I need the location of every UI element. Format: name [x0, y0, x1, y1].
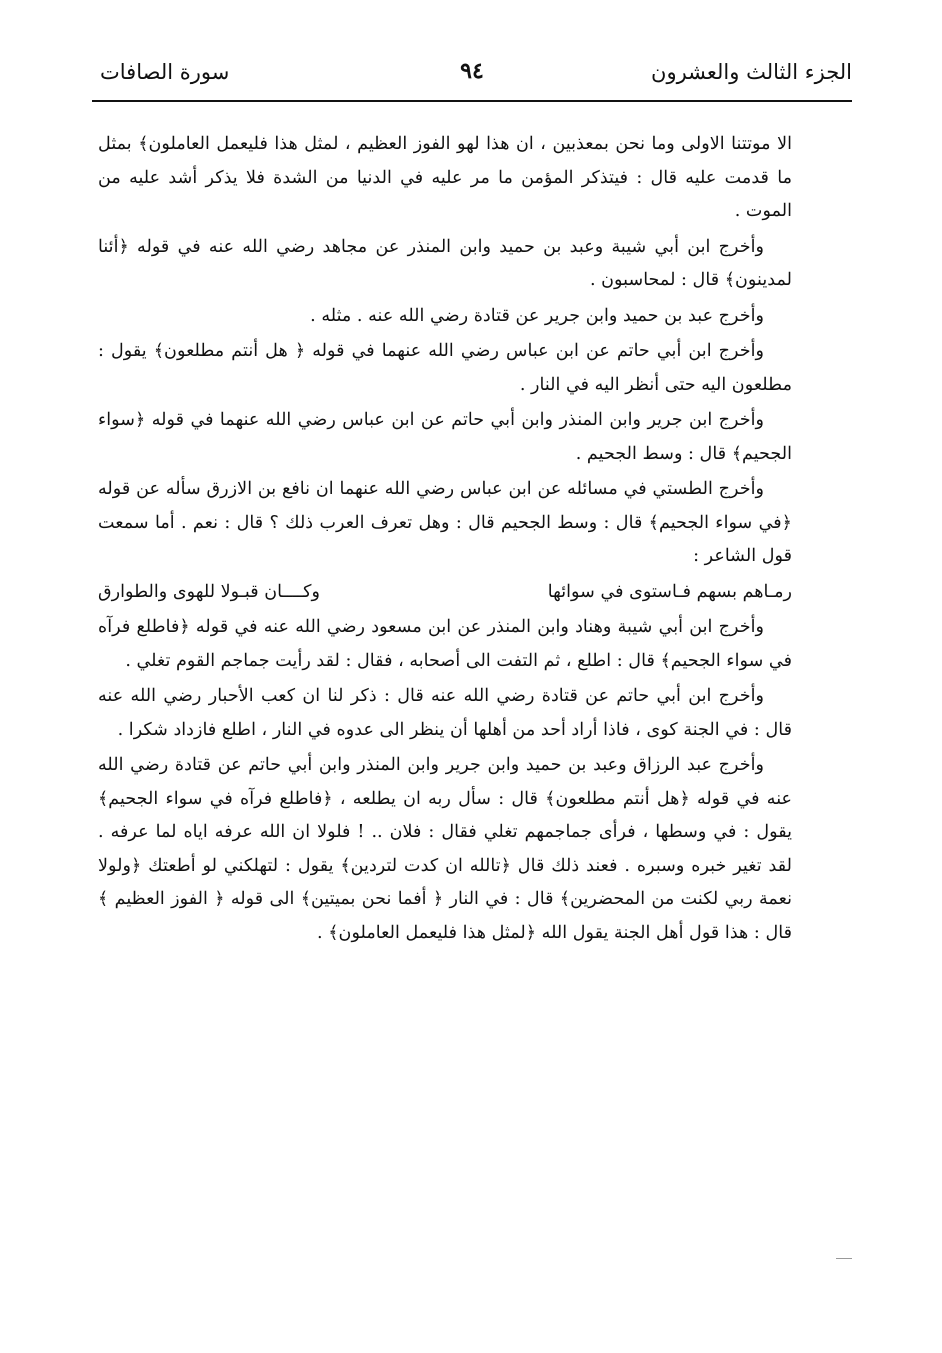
paragraph: وأخرج الطستي في مسائله عن ابن عباس رضي الله عنهما ان نافع بن الازرق سأله عن قوله ﴿في سواء الجحيم﴾ قال : وسط الجحيم قال : وهل تعرف العرب ذلك ؟ قال : نعم . أما سمعت قول الشاعر : [98, 479, 792, 566]
part-title: الجزء الثالث والعشرون [651, 60, 852, 84]
paragraph: وأخرج ابن أبي حاتم عن ابن عباس رضي الله عنهما في قوله ﴿ هل أنتم مطلعون﴾ يقول : مطلعون اليه حتى أنظر اليه في النار . [98, 341, 792, 395]
paragraph: وأخرج عبد بن حميد وابن جرير عن قتادة رضي الله عنه . مثله . [310, 305, 764, 326]
page-body [98, 128, 792, 952]
header-divider [92, 100, 852, 102]
paragraph: وأخرج ابن أبي حاتم عن قتادة رضي الله عنه قال : ذكر لنا ان كعب الأحبار رضي الله عنه قال : في الجنة كوى ، فاذا أراد أحد من أهلها أن ينظر الى عدوه في النار ، اطلع فازداد شكرا . [98, 686, 792, 740]
surah-title: سورة الصافات [100, 60, 230, 84]
paragraph-continuation: الا موتتنا الاولى وما نحن بمعذبين ، ان هذا لهو الفوز العظيم ، لمثل هذا فليعمل العاملون﴾ بمثل ما قدمت عليه قال : فيتذكر المؤمن ما مر عليه في الدنيا من الشدة فلا يذكر أشد عليه من الموت . [98, 134, 792, 221]
verse-first-hemistich: رمـاهم بسهم فـاستوى في سوائها [547, 581, 792, 602]
poetry-verse [98, 576, 792, 610]
paragraph: وأخرج ابن جرير وابن المنذر وابن أبي حاتم عن ابن عباس رضي الله عنهما في قوله ﴿سواء الجحيم﴾ قال : وسط الجحيم . [98, 410, 792, 464]
scan-mark [836, 1258, 852, 1259]
page-header [92, 52, 852, 98]
verse-second-hemistich: وكــــان قبـولا للهوى والطوارق [98, 581, 321, 602]
paragraph: وأخرج ابن أبي شيبة وهناد وابن المنذر عن ابن مسعود رضي الله عنه في قوله ﴿فاطلع فرآه في سواء الجحيم﴾ قال : اطلع ، ثم التفت الى أصحابه ، فقال : لقد رأيت جماجم القوم تغلي . [98, 617, 792, 671]
paragraph: وأخرج عبد الرزاق وعبد بن حميد وابن جرير وابن المنذر وابن أبي حاتم عن قتادة رضي الله عنه في قوله ﴿هل أنتم مطلعون﴾ قال : سأل ربه ان يطلعه ، ﴿فاطلع فرآه في سواء الجحيم﴾ يقول : في وسطها ، فرأى جماجمهم تغلي فقال : فلان .. ! فلولا ان الله عرفه اياه لما عرفه . لقد تغير خبره وسبره . فعند ذلك قال ﴿تالله ان كدت لتردين﴾ يقول : لتهلكني لو أطعتك ﴿ولولا نعمة ربي لكنت من المحضرين﴾ قال : في النار ﴿ أفما نحن بميتين﴾ الى قوله ﴿ الفوز العظيم ﴾ قال : هذا قول أهل الجنة يقول الله ﴿لمثل هذا فليعمل العاملون﴾ . [98, 755, 792, 943]
page-number: ٩٤ [460, 58, 484, 84]
paragraph: وأخرج ابن أبي شيبة وعبد بن حميد وابن المنذر عن مجاهد رضي الله عنه في قوله ﴿أئنا لمدينون﴾ قال : لمحاسبون . [98, 236, 792, 290]
